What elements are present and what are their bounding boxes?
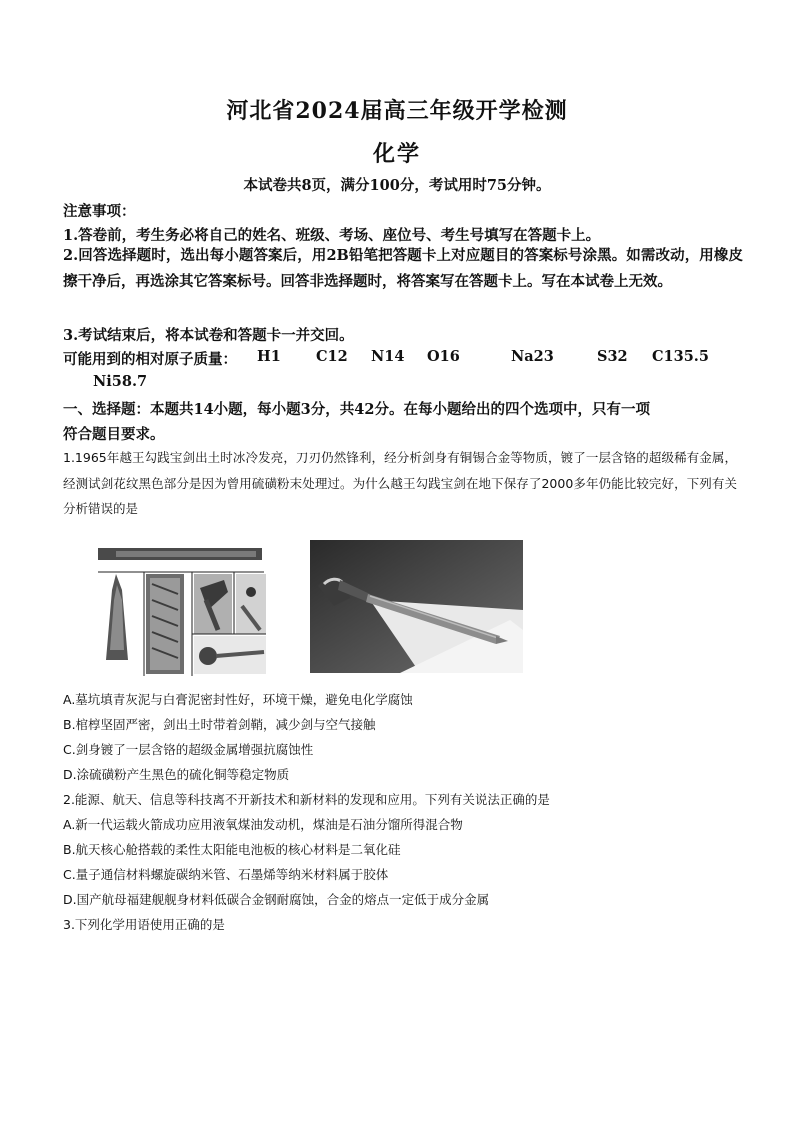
sword-display-photo — [310, 540, 523, 673]
question-1-option-c: C.剑身镀了一层含铬的超级金属增强抗腐蚀性 — [63, 742, 314, 757]
atomic-mass-ni: Ni58.7 — [93, 373, 148, 390]
note-item-2: 2.回答选择题时，选出每小题答案后，用2B铅笔把答题卡上对应题目的答案标号涂黑。如需改动，用橡皮擦干净后，再选涂其它答案标号。回答非选择题时，将答案写在答题卡上。写在本试卷上无效。 — [63, 247, 743, 290]
atomic-mass-h: H1 — [257, 348, 281, 365]
atomic-mass-o: O16 — [427, 348, 460, 365]
atomic-mass-cl: C135.5 — [652, 348, 709, 365]
exam-info: 本试卷共8页，满分100分，考试用时75分钟。 — [243, 177, 551, 194]
section-heading-line1: 一、选择题：本题共14小题，每小题3分，共42分。在每小题给出的四个选项中，只有一项 — [63, 401, 650, 418]
atomic-mass-c: C12 — [316, 348, 348, 365]
section-heading-line2: 符合题目要求。 — [63, 426, 165, 443]
sword-composite-photo — [96, 540, 269, 676]
atomic-mass-n: N14 — [371, 348, 405, 365]
question-3-stem: 3.下列化学用语使用正确的是 — [63, 917, 225, 932]
subject-title: 化学 — [372, 141, 421, 167]
question-1-option-a: A.墓坑填青灰泥与白膏泥密封性好，环境干燥，避免电化学腐蚀 — [63, 692, 413, 707]
notes-heading: 注意事项： — [63, 203, 136, 220]
question-2-option-a: A.新一代运载火箭成功应用液氧煤油发动机，煤油是石油分馏所得混合物 — [63, 817, 463, 832]
question-2-option-b: B.航天核心舱搭载的柔性太阳能电池板的核心材料是二氧化硅 — [63, 842, 401, 857]
question-1-option-d: D.涂硫磺粉产生黑色的硫化铜等稳定物质 — [63, 767, 290, 782]
atomic-mass-na: Na23 — [511, 348, 554, 365]
question-1-stem: 1.1965年越王勾践宝剑出土时冰冷发亮，刀刃仍然锋利，经分析剑身有铜锡合金等物质，镀了一层含铬的超级稀有金属，经测试剑花纹黑色部分是因为曾用硫磺粉末处理过。为什么越王勾践宝剑在地下保存了2000多年仍能比较完好，下列有关分析错误的是 — [63, 450, 737, 516]
atomic-mass-label: 可能用到的相对原子质量： — [63, 351, 237, 368]
note-item-1: 1.答卷前，考生务必将自己的姓名、班级、考场、座位号、考生号填写在答题卡上。 — [63, 227, 601, 244]
question-2-option-d: D.国产航母福建舰舰身材料低碳合金钢耐腐蚀，合金的熔点一定低于成分金属 — [63, 892, 490, 907]
exam-title: 河北省2024届高三年级开学检测 — [226, 98, 568, 124]
note-item-3: 3.考试结束后，将本试卷和答题卡一并交回。 — [63, 327, 354, 344]
atomic-mass-s: S32 — [597, 348, 628, 365]
question-1-option-b: B.棺椁坚固严密，剑出土时带着剑鞘，减少剑与空气接触 — [63, 717, 376, 732]
question-2-option-c: C.量子通信材料螺旋碳纳米管、石墨烯等纳米材料属于胶体 — [63, 867, 389, 882]
question-2-stem: 2.能源、航天、信息等科技离不开新技术和新材料的发现和应用。下列有关说法正确的是 — [63, 792, 550, 807]
